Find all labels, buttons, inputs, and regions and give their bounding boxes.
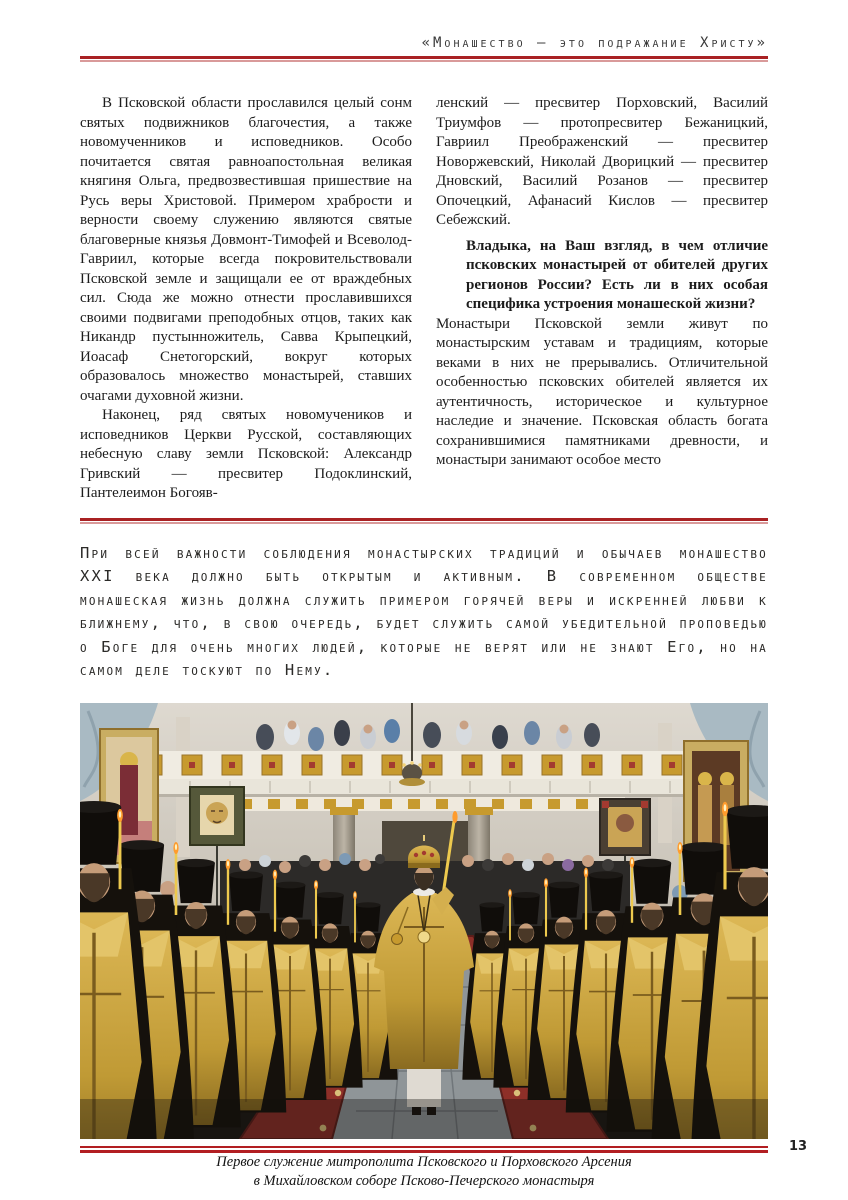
footer-divider — [80, 1146, 768, 1153]
divider-thick-line — [80, 518, 768, 521]
paragraph: В Псковской области прославился целый сонм святых подвижников благочестия, а также новомученников и исповедников. Особо почитается святая равноапостольная великая княгиня Ольга, предвозвестившая пришествие на Русь веры Христовой. Примером храбрости и верности своему служению являются святые благоверные князья Довмонт-Тимофей и Всеволод-Гавриил, которые всегда покровительствовали Псковской земле и защищали ее от враждебных сил. Сюда же можно отнести прославившихся своими подвигами преподобных отцов, таких как Никандр пустынножитель, Савва Крыпецкий, Иоасаф Снетогорский, вокруг которых образовалось множество монастырей, ставших очагами духовной жизни. — [80, 95, 412, 404]
divider-light-line — [80, 522, 768, 524]
header-divider — [80, 56, 768, 62]
pull-quote: При всей важности соблюдения монастырских традиций и обычаев монашество XXI века должно быть открытым и активным. В современном обществе монашеская жизнь должна служить примером горячей веры и искренней любви к ближнему, что, в свою очередь, будет служить самой убедительной проповедью о Боге для очень многих людей, которые не верят или не знают Его, но на самом деле тоскуют по Нему. — [80, 543, 768, 679]
caption-line: в Михайловском соборе Псково-Печерского монастыря — [253, 1172, 595, 1189]
paragraph: Наконец, ряд святых новомучеников и исповедников Церкви Русской, составляющих небесную славу земли Псковской: Александр Гривский — пресвитер Подоклинский, Пантелеимон Богояв- — [80, 407, 412, 501]
page-header — [80, 0, 768, 62]
paragraph: ленский — пресвитер Порховский, Василий Триумфов — протопресвитер Бежаницкий, Гавриил Преображенский — пресвитер Новоржевский, Николай Дворицкий — пресвитер Дновский, Василий Розанов — пресвитер Опочецкий, Афанасий Кислов — пресвитер Себежский. — [436, 95, 768, 228]
pullquote-divider — [80, 518, 768, 524]
divider-light-line — [80, 60, 768, 62]
photo-caption — [80, 1153, 768, 1191]
right-column — [436, 94, 768, 504]
running-title: «Монашество — это подражание Христу» — [421, 35, 768, 51]
caption-line: Первое служение митрополита Псковского и Порховского Арсения — [216, 1153, 632, 1170]
divider-thick-line — [80, 56, 768, 59]
paragraph: Монастыри Псковской земли живут по монастырским уставам и традициям, которые веками в них не прерывались. Отличительной особенностью псковских обителей является их аутентичность, историческое и культурное наследие и значение. Псковская область богата сохранившимися памятниками древности, и монастыри занимают особое место — [436, 315, 768, 468]
church-liturgy-illustration — [80, 703, 768, 1139]
divider-thin-line — [80, 1146, 768, 1148]
divider-thick-line — [80, 1150, 768, 1153]
page-number: 13 — [789, 1139, 808, 1154]
interview-question: Владыка, на Ваш взгляд, в чем отличие псковских монастырей от обителей других регионов России? Есть ли в них особая специфика устроения монашеской жизни? — [466, 237, 768, 312]
photo-image — [80, 703, 768, 1139]
article-columns — [80, 94, 768, 504]
left-column — [80, 94, 412, 504]
